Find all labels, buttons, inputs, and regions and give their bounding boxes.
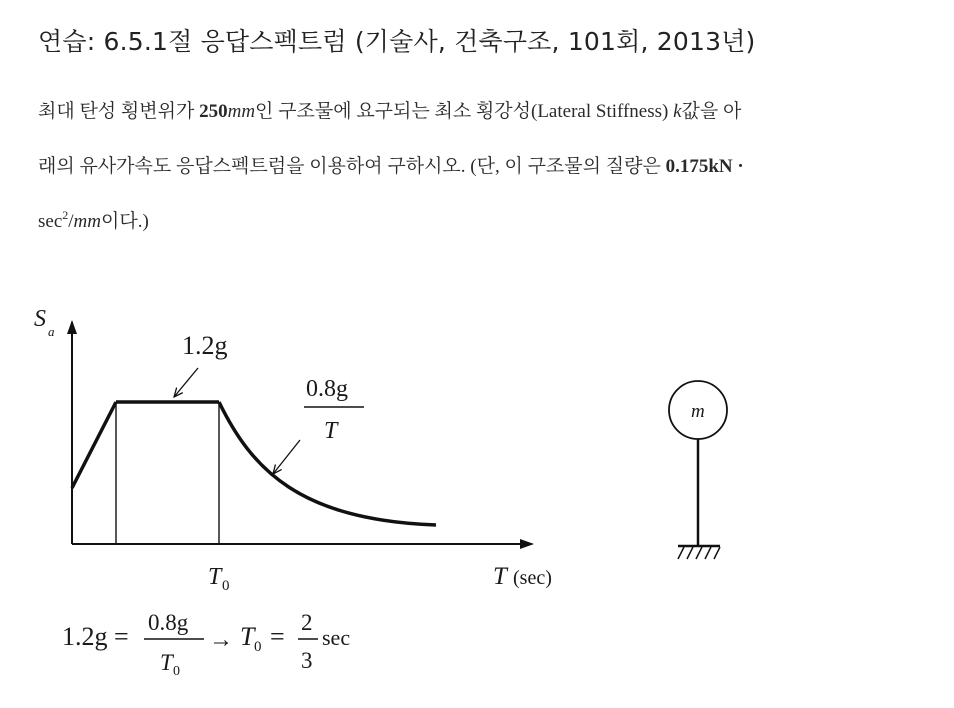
decay-label-numerator: 0.8g [306, 376, 348, 402]
y-axis-label: S [34, 306, 46, 332]
spectrum-ascending [72, 402, 116, 488]
decay-pointer-arrow [273, 440, 300, 474]
x-axis-label: T [493, 563, 507, 590]
fixed-support-hatch [678, 547, 720, 559]
decay-label-denominator: T [324, 418, 338, 444]
page-title: 연습: 6.5.1절 응답스펙트럼 (기술사, 건축구조, 101회, 2013년) [38, 27, 756, 56]
mass-unit-mm: mm [73, 211, 101, 232]
equation-frac-denominator-sub: 0 [173, 664, 180, 679]
equation-arrow: → [209, 627, 233, 653]
mass-label: m [691, 401, 705, 422]
problem-text: 이다.) [101, 211, 149, 232]
y-axis-label-sub: a [48, 324, 55, 339]
plateau-label: 1.2g [182, 331, 228, 360]
problem-text: 인 구조물에 요구되는 최소 횡강성(Lateral Stiffness) [255, 101, 674, 122]
t0-label-sub: 0 [222, 578, 230, 594]
equation-result-unit: sec [322, 625, 351, 650]
equation-t0: T [240, 622, 255, 651]
mass-unit-slash: / [68, 211, 74, 232]
problem-text: 래의 유사가속도 응답스펙트럼을 이용하여 구하시오. (단, 이 구조물의 질량은 [38, 156, 666, 177]
equation-lhs: 1.2g = [62, 622, 129, 651]
mass-value: 0.175kN · [665, 156, 744, 177]
problem-text: 최대 탄성 횡변위가 [38, 101, 200, 122]
x-axis-unit: (sec) [513, 567, 552, 589]
t0-label: T [208, 564, 222, 590]
displacement-unit: mm [227, 101, 256, 122]
problem-text: 값을 아 [681, 101, 742, 122]
stiffness-symbol: k [673, 101, 682, 122]
equation-t0-sub: 0 [254, 639, 262, 655]
equation-result-denominator: 3 [301, 648, 313, 673]
mass-unit-exponent: 2 [62, 208, 69, 222]
mass-unit-sec: sec [38, 211, 63, 232]
plateau-pointer-arrow [174, 368, 198, 397]
equation-equals: = [270, 622, 285, 651]
displacement-value: 250 [199, 101, 228, 122]
equation-frac-denominator: T [160, 650, 173, 675]
equation-result-numerator: 2 [301, 610, 313, 635]
equation-frac-numerator: 0.8g [148, 610, 189, 635]
